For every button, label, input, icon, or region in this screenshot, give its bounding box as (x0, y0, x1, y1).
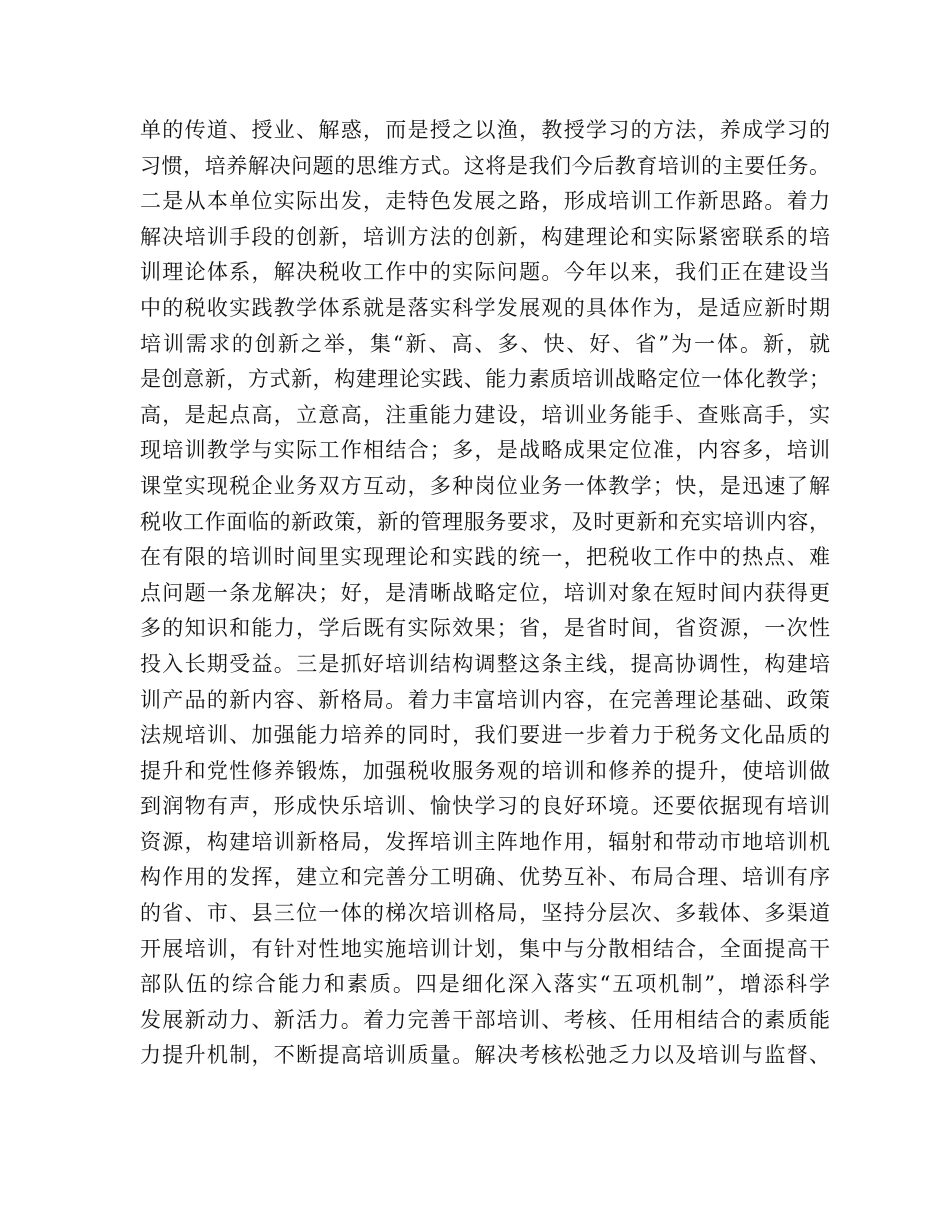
body-text (140, 113, 830, 1074)
text-line: 二是从本单位实际出发，走特色发展之路，形成培训工作新思路。着力 (140, 189, 830, 214)
text-line: 税收工作面临的新政策，新的管理服务要求，及时更新和充实培训内容， (140, 509, 830, 534)
text-line: 训理论体系，解决税收工作中的实际问题。今年以来，我们正在建设当 (140, 260, 830, 285)
text-line: 训产品的新内容、新格局。着力丰富培训内容，在完善理论基础、政策 (140, 687, 830, 712)
text-line: 培训需求的创新之举，集“新、高、多、快、好、省”为一体。新，就 (140, 331, 830, 356)
text-line: 发展新动力、新活力。着力完善干部培训、考核、任用相结合的素质能 (140, 1007, 830, 1032)
text-line: 单的传道、授业、解惑，而是授之以渔，教授学习的方法，养成学习的 (140, 118, 830, 142)
text-line: 力提升机制，不断提高培训质量。解决考核松弛乏力以及培训与监督、 (140, 1043, 830, 1068)
text-line: 高，是起点高，立意高，注重能力建设，培训业务能手、查账高手，实 (140, 402, 830, 427)
text-line: 中的税收实践教学体系就是落实科学发展观的具体作为，是适应新时期 (140, 295, 830, 320)
text-line: 构作用的发挥，建立和完善分工明确、优势互补、布局合理、培训有序 (140, 865, 830, 890)
text-line: 资源，构建培训新格局，发挥培训主阵地作用，辐射和带动市地培训机 (140, 829, 830, 854)
text-line: 部队伍的综合能力和素质。四是细化深入落实“五项机制”，增添科学 (140, 972, 830, 997)
text-line: 点问题一条龙解决；好，是清晰战略定位，培训对象在短时间内获得更 (140, 580, 830, 605)
text-line: 的省、市、县三位一体的梯次培训格局，坚持分层次、多载体、多渠道 (140, 901, 830, 926)
text-line: 习惯，培养解决问题的思维方式。这将是我们今后教育培训的主要任务。 (140, 153, 830, 178)
text-line: 到润物有声，形成快乐培训、愉快学习的良好环境。还要依据现有培训 (140, 794, 830, 819)
text-line: 投入长期受益。三是抓好培训结构调整这条主线，提高协调性，构建培 (140, 651, 830, 676)
text-line: 现培训教学与实际工作相结合；多，是战略成果定位准，内容多，培训 (140, 438, 830, 463)
text-line: 课堂实现税企业务双方互动，多种岗位业务一体教学；快，是迅速了解 (140, 473, 830, 498)
text-line: 开展培训，有针对性地实施培训计划，集中与分散相结合，全面提高干 (140, 936, 830, 961)
text-line: 多的知识和能力，学后既有实际效果；省，是省时间，省资源，一次性 (140, 616, 830, 641)
text-line: 提升和党性修养锻炼，加强税收服务观的培训和修养的提升，使培训做 (140, 758, 830, 783)
text-line: 解决培训手段的创新，培训方法的创新，构建理论和实际紧密联系的培 (140, 224, 830, 249)
text-line: 在有限的培训时间里实现理论和实践的统一，把税收工作中的热点、难 (140, 545, 830, 570)
text-line: 是创意新，方式新，构建理论实践、能力素质培训战略定位一体化教学； (140, 367, 830, 392)
text-line: 法规培训、加强能力培养的同时，我们要进一步着力于税务文化品质的 (140, 723, 830, 748)
